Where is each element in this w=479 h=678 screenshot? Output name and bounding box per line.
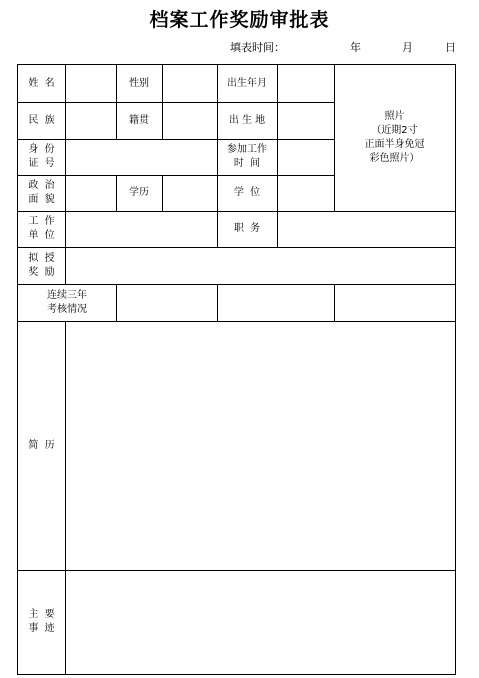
- deeds-label: 主 要 事 迹: [28, 609, 55, 634]
- degree-label: 学 位: [233, 187, 261, 198]
- political-status-label: 政 治 面 貌: [28, 180, 55, 205]
- col-line: [277, 65, 278, 248]
- row-line: [18, 570, 455, 571]
- col-line: [116, 284, 117, 321]
- work-start-label: 参加工作 时 间: [227, 144, 267, 169]
- col-line: [217, 284, 218, 321]
- position-label: 职 务: [233, 223, 261, 234]
- work-unit-label: 工 作 单 位: [28, 216, 55, 241]
- row-line: [18, 247, 455, 248]
- day-label: 日: [445, 41, 456, 54]
- education-label: 学历: [129, 187, 149, 198]
- native-place-label: 籍贯: [129, 114, 149, 126]
- resume-label: 简 历: [28, 439, 55, 451]
- birthplace-label: 出 生 地: [228, 114, 266, 126]
- form-title: 档案工作奖励审批表: [149, 9, 330, 31]
- proposed-award-label: 拟 授 奖 励: [28, 252, 55, 278]
- col-line: [162, 65, 163, 139]
- fill-date-label: 填表时间：: [230, 41, 285, 54]
- col-line: [334, 284, 335, 321]
- year-label: 年: [350, 41, 361, 54]
- name-label: 姓 名: [28, 77, 55, 89]
- ethnicity-label: 民 族: [28, 114, 55, 126]
- birth-date-label: 出生年月: [227, 77, 267, 89]
- month-label: 月: [402, 41, 413, 54]
- id-number-label: 身 份 证 号: [28, 144, 55, 169]
- photo-placeholder: 照片 （近期2寸 正面半身免冠 彩色照片）: [364, 111, 425, 164]
- gender-label: 性别: [129, 77, 149, 89]
- row-line: [18, 321, 455, 322]
- col-line: [162, 175, 163, 211]
- col-line: [65, 65, 66, 284]
- fill-date-row: [230, 39, 470, 55]
- assessment-label: 连续三年 考核情况: [47, 289, 87, 315]
- approval-form-table: [17, 64, 456, 675]
- col-line: [65, 321, 66, 674]
